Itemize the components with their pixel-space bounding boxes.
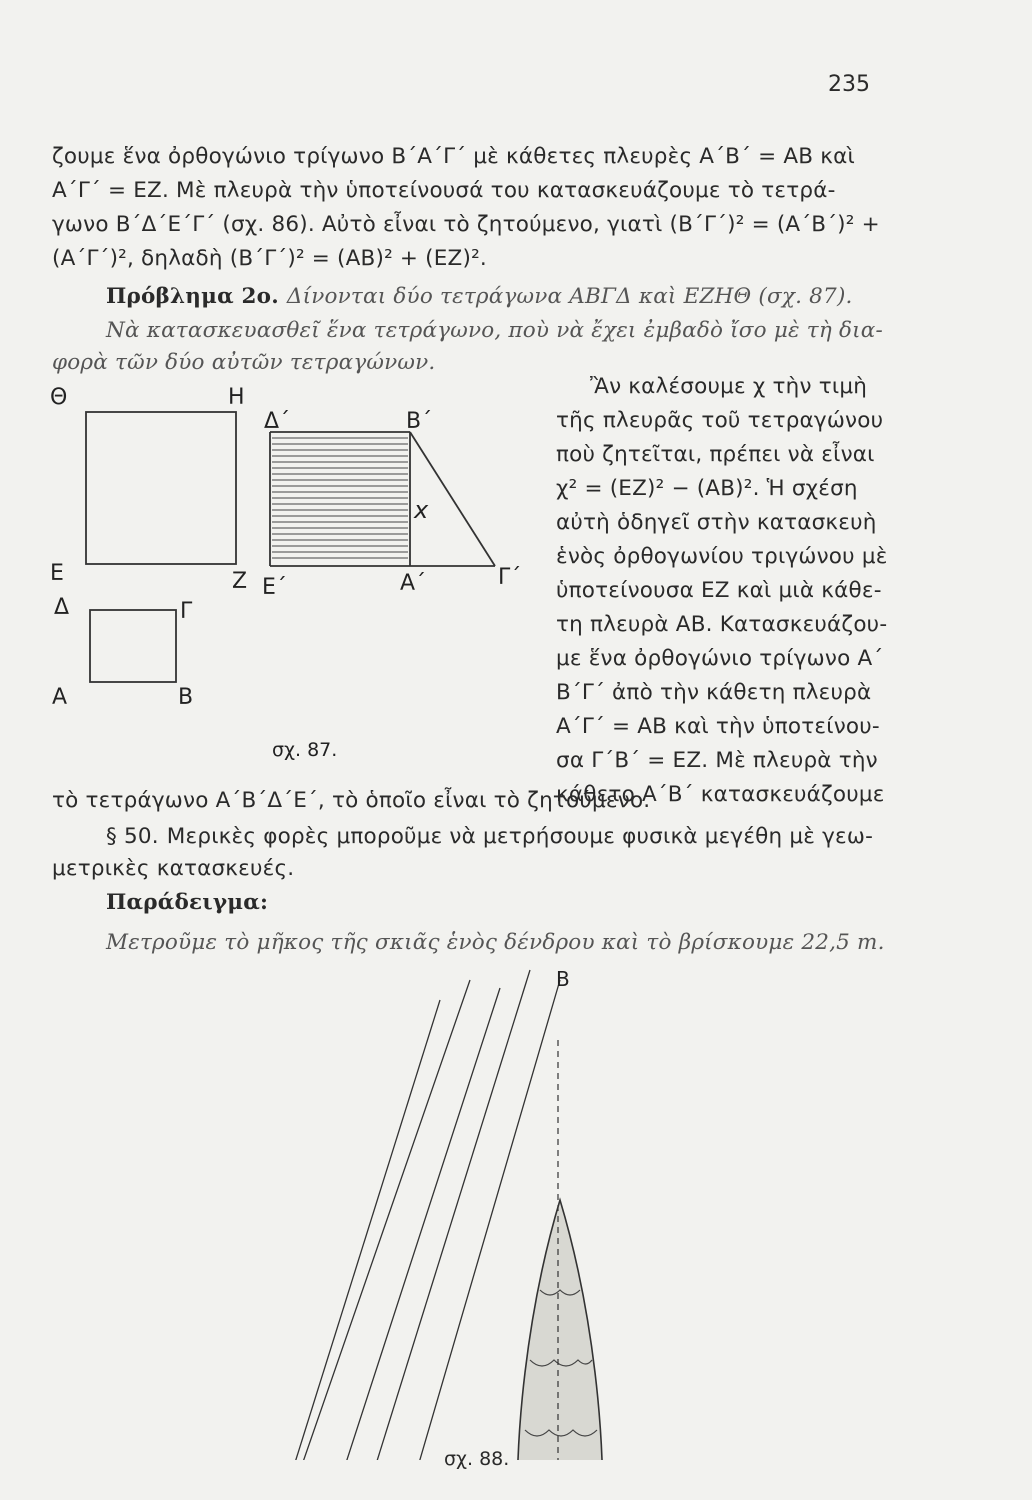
problem-label: Πρόβλημα 2ο. <box>106 284 279 309</box>
square-ezhth <box>86 412 236 564</box>
label-alpha: Α <box>52 685 68 710</box>
figure-88-caption: σχ. 88. <box>444 1448 510 1470</box>
sun-rays <box>230 1000 440 1460</box>
label-delta: Δ <box>54 595 70 620</box>
label-beta-prime: Β΄ <box>406 409 433 434</box>
example-text: Μετροῦμε τὸ μῆκος τῆς σκιᾶς ἑνὸς δένδρου καὶ τὸ βρίσκουμε 22,5 m. <box>106 930 885 955</box>
example-label: Παράδειγμα: <box>106 890 269 915</box>
problem-statement-2: Νὰ κατασκευασθεῖ ἕνα τετράγωνο, ποὺ νὰ ἔχει ἐμβαδὸ ἴσο μὲ τὴ δια- <box>106 318 883 343</box>
figure-88 <box>60 960 960 1460</box>
label-eta: Η <box>228 385 245 410</box>
column-line-11: Α΄Γ΄ = ΑΒ καὶ τὴν ὑποτείνου- <box>556 714 880 739</box>
paragraph-line-3: γωνο Β΄Δ΄Ε΄Γ΄ (σχ. 86). Αὐτὸ εἶναι τὸ ζητούμενο, γιατὶ (Β΄Γ΄)² = (Α΄Β΄)² + <box>52 212 880 237</box>
problem-statement-1: Δίνονται δύο τετράγωνα ΑΒΓΔ καὶ ΕΖΗΘ (σχ. 87). <box>286 284 853 309</box>
label-gamma-prime: Γ΄ <box>498 565 522 590</box>
label-epsilon-prime: Ε΄ <box>262 575 287 600</box>
column-line-2: τῆς πλευρᾶς τοῦ τετραγώνου <box>556 408 884 433</box>
conclusion-line: τὸ τετράγωνο Α΄Β΄Δ΄Ε΄, τὸ ὁποῖο εἶναι τὸ ζητούμενο. <box>52 788 651 813</box>
problem-heading <box>106 284 853 309</box>
column-line-4: χ² = (ΕΖ)² − (ΑΒ)². Ἡ σχέση <box>556 476 858 501</box>
paragraph-line-1: ζουμε ἕνα ὀρθογώνιο τρίγωνο Β΄Α΄Γ΄ μὲ κάθετες πλευρὲς Α΄Β΄ = ΑΒ καὶ <box>52 144 855 169</box>
section-50-line-2: μετρικὲς κατασκευές. <box>52 856 295 881</box>
column-line-9: με ἕνα ὀρθογώνιο τρίγωνο Α΄ <box>556 646 884 671</box>
column-line-1: Ἂν καλέσουμε χ τὴν τιμὴ <box>590 374 868 399</box>
paragraph-line-4: (Α΄Γ΄)², δηλαδὴ (Β΄Γ΄)² = (ΑΒ)² + (ΕΖ)². <box>52 246 487 271</box>
label-gamma: Γ <box>180 599 193 624</box>
section-number: § 50. <box>106 824 159 849</box>
label-beta: Β <box>178 685 194 710</box>
problem-statement-3: φορὰ τῶν δύο αὐτῶν τετραγώνων. <box>52 350 436 375</box>
column-line-8: τη πλευρὰ ΑΒ. Κατασκευάζου- <box>556 612 888 637</box>
hatched-square <box>272 438 408 558</box>
column-line-13: κάθετο Α΄Β΄ κατασκευάζουμε <box>556 782 885 807</box>
column-line-6: ἑνὸς ὀρθογωνίου τριγώνου μὲ <box>556 544 888 569</box>
label-delta-prime: Δ΄ <box>264 409 291 434</box>
label-theta: Θ <box>50 385 68 410</box>
column-line-7: ὑποτείνουσα ΕΖ καὶ μιὰ κάθε- <box>556 578 882 603</box>
label-epsilon: Ε <box>50 561 64 586</box>
column-line-10: Β΄Γ΄ ἀπὸ τὴν κάθετη πλευρὰ <box>556 680 872 705</box>
label-x: x <box>414 496 429 524</box>
section-text-1: Μερικὲς φορὲς μποροῦμε νὰ μετρήσουμε φυσικὰ μεγέθη μὲ γεω- <box>166 824 874 849</box>
label-alpha-prime: Α΄ <box>400 571 427 596</box>
column-line-12: σα Γ΄Β΄ = ΕΖ. Μὲ πλευρὰ τὴν <box>556 748 878 773</box>
figure-87-caption: σχ. 87. <box>272 739 338 761</box>
column-line-3: ποὺ ζητεῖται, πρέπει νὰ εἶναι <box>556 442 875 467</box>
square-abgd <box>90 610 176 682</box>
label-beta: Β <box>556 967 570 991</box>
paragraph-line-2: Α΄Γ΄ = ΕΖ. Μὲ πλευρὰ τὴν ὑποτείνουσά του κατασκευάζουμε τὸ τετρά- <box>52 178 836 203</box>
page-number: 235 <box>828 72 870 97</box>
figure-87 <box>40 374 550 774</box>
label-zeta: Ζ <box>232 569 248 594</box>
cypress-tree <box>517 1040 602 1460</box>
column-line-5: αὐτὴ ὁδηγεῖ στὴν κατασκευὴ <box>556 510 877 535</box>
section-50-line-1 <box>106 824 873 849</box>
